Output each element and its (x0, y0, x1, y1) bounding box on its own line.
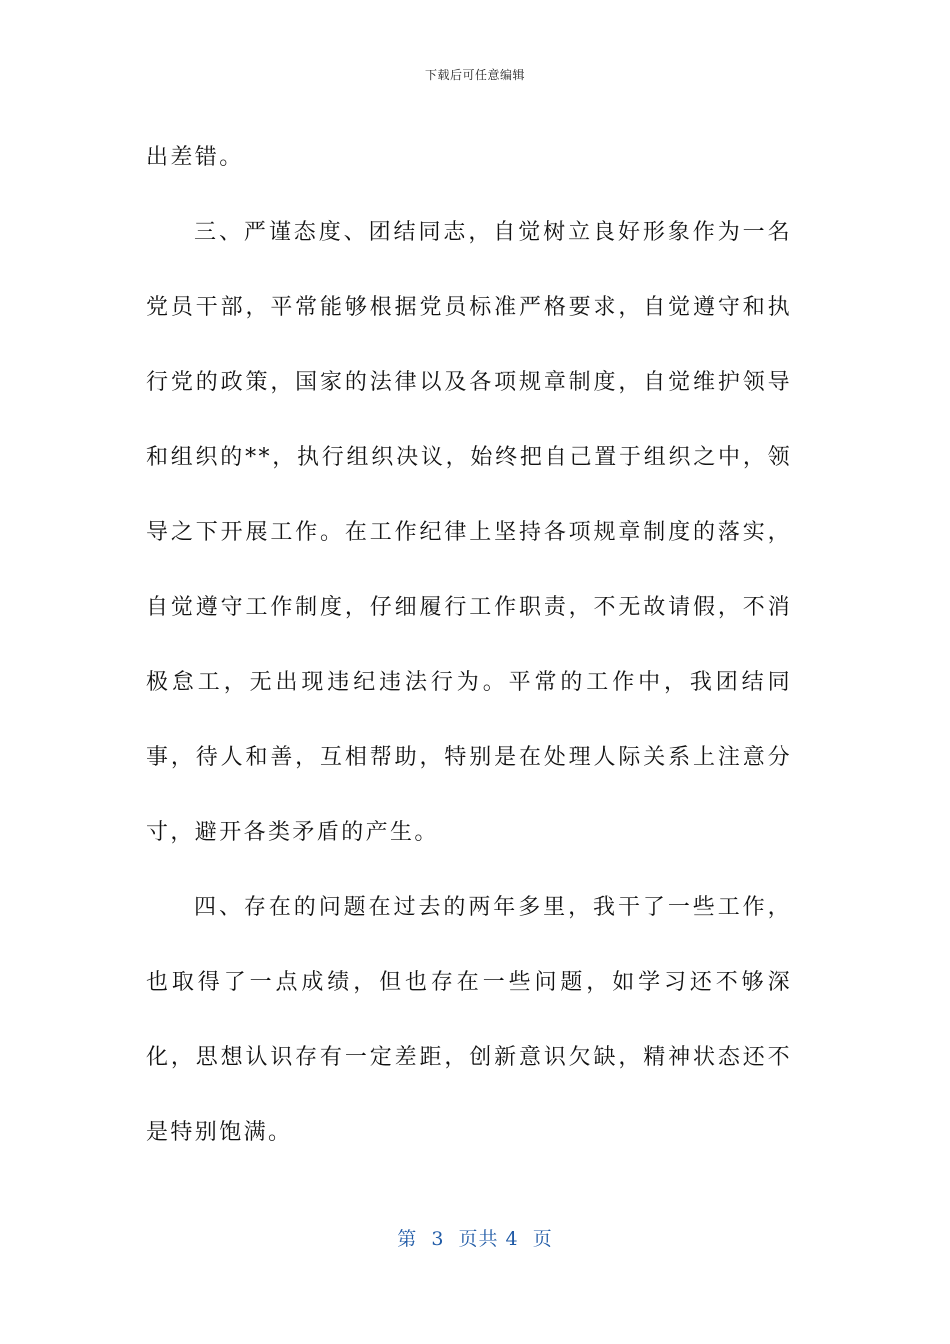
page-number-footer: 第 3 页共 4 页 (397, 1228, 553, 1250)
paragraph-section-three: 三、严谨态度、团结同志，自觉树立良好形象作为一名党员干部，平常能够根据党员标准严格要求，自觉遵守和执行党的政策，国家的法律以及各项规章制度，自觉维护领导和组织的**，执行组织决议，始终把自己置于组织之中，领导之下开展工作。在工作纪律上坚持各项规章制度的落实，自觉遵守工作制度，仔细履行工作职责，不无故请假，不消极怠工，无出现违纪违法行为。平常的工作中，我团结同事，待人和善，互相帮助，特别是在处理人际关系上注意分寸，避开各类矛盾的产生。 (146, 220, 792, 845)
paragraph-continuation: 出差错。 (146, 145, 244, 170)
paragraph-section-four: 四、存在的问题在过去的两年多里，我干了一些工作，也取得了一点成绩，但也存在一些问题，如学习还不够深化，思想认识存有一定差距，创新意识欠缺，精神状态还不是特别饱满。 (146, 895, 792, 1145)
document-body (146, 120, 792, 1170)
page-header-note: 下载后可任意编辑 (424, 68, 525, 82)
